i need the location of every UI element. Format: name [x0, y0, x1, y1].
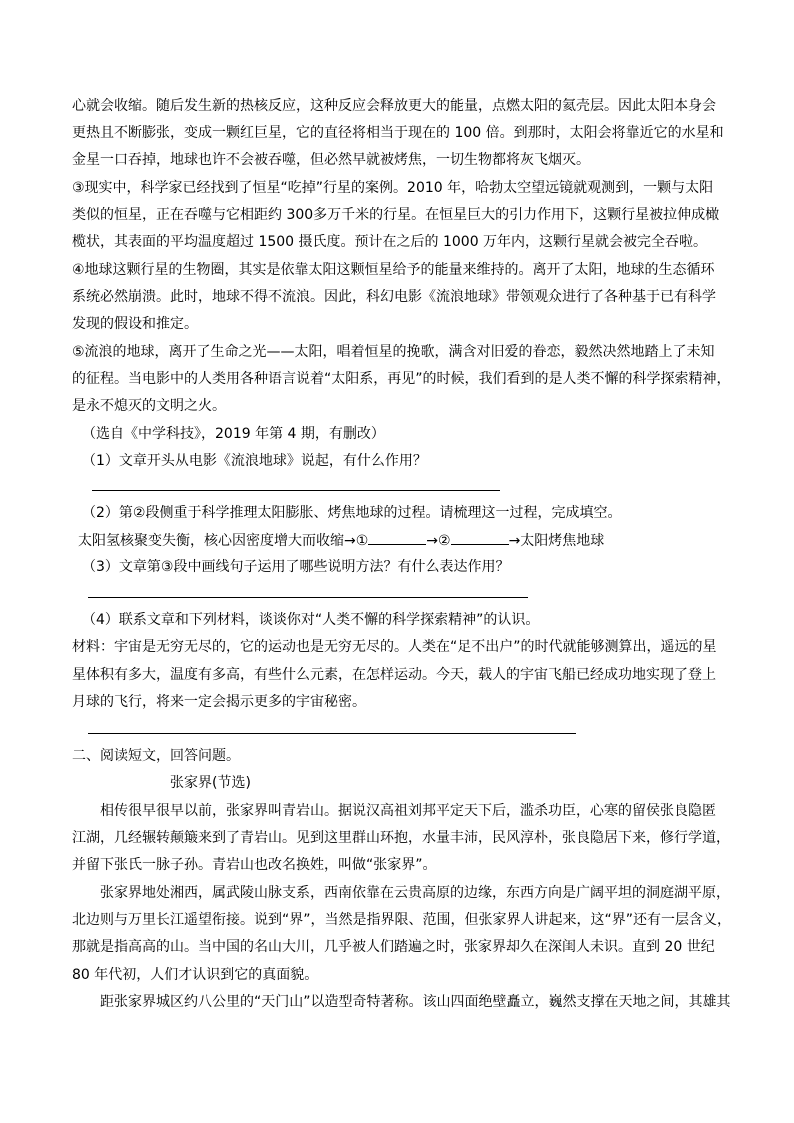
text-line: 那就是指高高的山。当中国的名山大川，几乎被人们踏遍之时，张家界却久在深闺人未识。直到 20 世纪 — [72, 939, 715, 955]
article-title: 张家界(节选) — [170, 775, 251, 791]
text-line: 北边则与万里长江遥望衔接。说到“界”，当然是指界限、范围，但张家界人讲起来，这“界”还有一层含义， — [72, 912, 732, 928]
text-line: 80 年代初，人们才认识到它的真面貌。 — [72, 967, 319, 983]
blank-1[interactable] — [368, 530, 426, 545]
text-line: 张家界地处湘西，属武陵山脉支系，西南依靠在云贵高原的边缘，东西方向是广阔平坦的洞庭湖平原， — [100, 885, 730, 901]
text-line: 类似的恒星，正在吞噬与它相距约 300多万千米的行星。在恒星巨大的引力作用下，这颗行星被拉伸成橄 — [72, 207, 720, 223]
answer-line-4[interactable] — [88, 733, 576, 734]
text-line: 更热且不断膨张，变成一颗红巨星，它的直径将相当于现在的 100 倍。到那时，太阳会将靠近它的水星和 — [72, 125, 724, 141]
text-line: 的征程。当电影中的人类用各种语言说着“太阳系，再见”的时候，我们看到的是人类不懈的科学探索精神， — [72, 371, 731, 387]
text-line: 金星一口吞掉，地球也许不会被吞噬，但必然早就被烤焦，一切生物都将灰飞烟灭。 — [72, 152, 590, 168]
text-line: 发现的假设和推定。 — [72, 316, 198, 332]
fill-mid: →② — [426, 533, 451, 549]
text-line: 距张家界城区约八公里的“天门山”以造型奇特著称。该山四面绝壁矗立，巍然支撑在天地之间，其雄其 — [100, 994, 731, 1010]
fill-suffix: →太阳烤焦地球 — [508, 533, 605, 549]
answer-line-3[interactable] — [88, 597, 528, 598]
question-2: （2）第②段侧重于科学推理太阳膨胀、烤焦地球的过程。请梳理这一过程，完成填空。 — [82, 505, 622, 521]
answer-line-1[interactable] — [92, 490, 500, 491]
text-line: 江湖，几经辗转颠簸来到了青岩山。见到这里群山环抱，水量丰沛，民风淳朴，张良隐居下来，修行学道， — [72, 830, 730, 846]
process-fill-blank — [78, 530, 604, 551]
question-4: （4）联系文章和下列材料，谈谈你对“人类不懈的科学探索精神”的认识。 — [82, 612, 540, 628]
source-citation: （选自《中学科技》，2019 年第 4 期，有删改） — [82, 426, 385, 442]
paragraph-3-line: ③现实中，科学家已经找到了恒星“吃掉”行星的案例。2010 年，哈勃太空望远镜就观测到，一颗与太阳 — [72, 180, 714, 196]
material-line: 材料：宇宙是无穷无尽的，它的运动也是无穷无尽的。人类在“足不出户”的时代就能够测算出，遥远的星 — [72, 639, 717, 655]
text-line: 并留下张氏一脉子孙。青岩山也改名换姓，叫做“张家界”。 — [72, 857, 437, 873]
text-line: 心就会收缩。随后发生新的热核反应，这种反应会释放更大的能量，点燃太阳的氦壳层。因此太阳本身会 — [72, 98, 716, 114]
text-line: 相传很早很早以前，张家界叫青岩山。据说汉高祖刘邦平定天下后，滥杀功臣，心寒的留侯张良隐匿 — [100, 803, 716, 819]
blank-2[interactable] — [451, 530, 509, 545]
text-line: 榄状，其表面的平均温度超过 1500 摄氏度。预计在之后的 1000 万年内，这颗行星就会被完全吞啦。 — [72, 234, 708, 250]
text-line: 月球的飞行，将来一定会揭示更多的宇宙秘密。 — [72, 694, 366, 710]
section-heading: 二、阅读短文，回答问题。 — [72, 748, 240, 764]
text-line: 是永不熄灭的文明之火。 — [72, 398, 226, 414]
question-3: （3）文章第③段中画线句子运用了哪些说明方法？有什么表达作用？ — [82, 559, 510, 575]
fill-prefix: 太阳氢核聚变失衡，核心因密度增大而收缩→① — [78, 533, 369, 549]
question-1: （1）文章开头从电影《流浪地球》说起，有什么作用？ — [82, 453, 427, 469]
paragraph-5-line: ⑤流浪的地球，离开了生命之光——太阳，唱着恒星的挽歌，满含对旧爱的眷恋，毅然决然地踏上了未知 — [72, 344, 715, 360]
text-line: 星体积有多大，温度有多高，有些什么元素，在怎样运动。今天，载人的宇宙飞船已经成功地实现了登上 — [72, 667, 716, 683]
paragraph-4-line: ④地球这颗行星的生物圈，其实是依靠太阳这颗恒星给予的能量来维持的。离开了太阳，地球的生态循环 — [72, 262, 715, 278]
text-line: 系统必然崩溃。此时，地球不得不流浪。因此，科幻电影《流浪地球》带领观众进行了各种基于已有科学 — [72, 289, 716, 305]
